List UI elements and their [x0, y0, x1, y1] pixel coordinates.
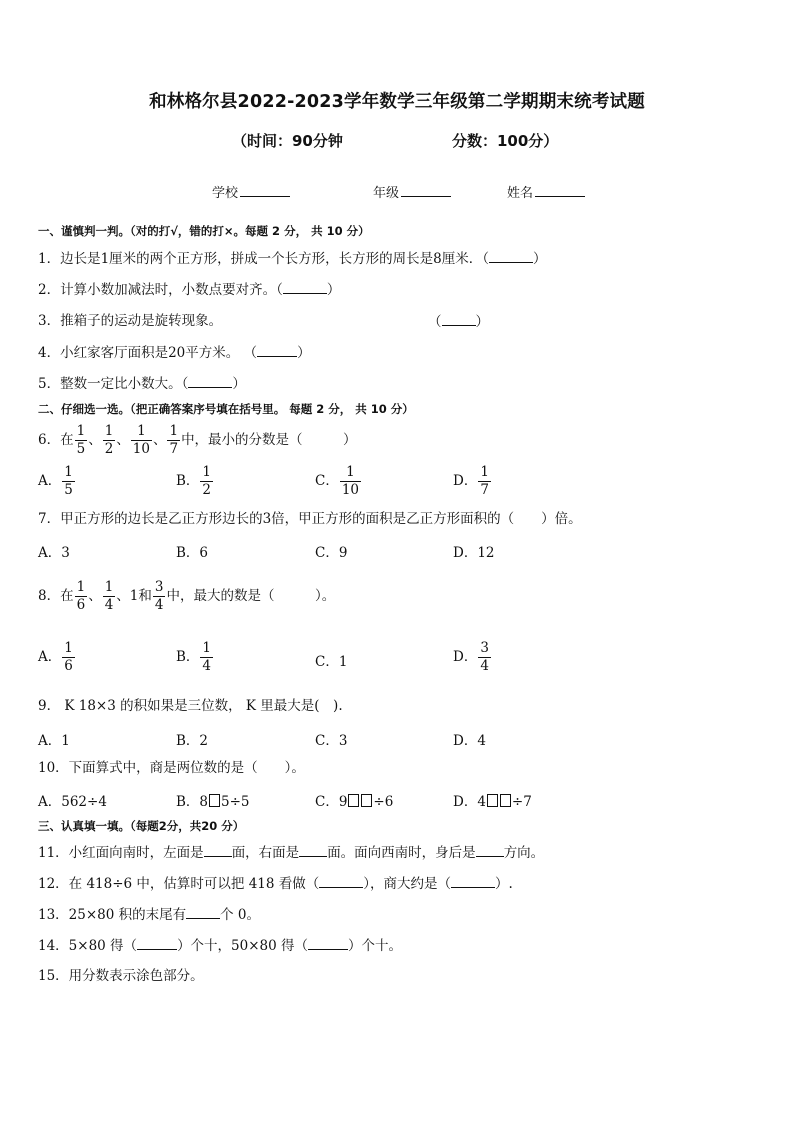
page-title: 和林格尔县2022-2023学年数学三年级第二学期期末统考试题	[149, 92, 645, 112]
q11-text: 方向。	[503, 845, 545, 861]
school-blank	[240, 184, 290, 197]
fraction	[131, 423, 152, 458]
grade-label: 年级	[373, 186, 400, 201]
option-text: B．8	[176, 794, 209, 810]
question-12	[38, 874, 513, 893]
q9-option-c: C．3	[315, 733, 348, 749]
denominator: 10	[341, 482, 360, 498]
option-text: C．9	[315, 794, 348, 810]
q13-text: 个 0。	[220, 907, 261, 923]
denominator: 10	[132, 441, 150, 457]
q11-text: 11．小红面向南时，左面是	[38, 845, 204, 861]
numerator: 1	[346, 464, 355, 480]
grade-blank	[401, 184, 451, 197]
question-2	[38, 280, 340, 299]
q10-option-c	[315, 790, 393, 810]
numerator: 1	[76, 579, 86, 595]
answer-blank	[257, 343, 297, 357]
q8-prefix: 8．在	[38, 588, 74, 604]
question-8	[38, 579, 335, 614]
option-text: ÷7	[511, 794, 532, 810]
denominator: 6	[64, 658, 73, 674]
question-15: 15．用分数表示涂色部分。	[38, 968, 204, 984]
q10-option-d	[453, 790, 532, 810]
numerator: 3	[480, 640, 489, 656]
fraction	[478, 640, 491, 675]
q12-text: ），商大约是（	[363, 876, 452, 892]
q7-option-a: A．3	[38, 545, 70, 561]
box-icon	[361, 794, 372, 807]
q6-option-d	[453, 464, 492, 499]
answer-blank	[476, 843, 504, 857]
numerator: 1	[137, 423, 146, 439]
answer-blank	[283, 280, 327, 294]
denominator: 2	[202, 482, 212, 498]
fraction	[75, 579, 88, 614]
question-5	[38, 374, 246, 393]
q12-text: ）.	[495, 876, 513, 892]
denominator: 5	[76, 441, 86, 457]
q10-option-b	[176, 790, 250, 810]
numerator: 3	[154, 579, 164, 595]
separator: 、	[152, 432, 167, 448]
q8-mid: 、1和	[116, 588, 152, 604]
denominator: 5	[64, 482, 73, 498]
close-paren: ）	[326, 282, 341, 298]
question-3	[38, 312, 222, 330]
question-2-text: 2．计算小数加减法时，小数点要对齐。（	[38, 282, 283, 298]
answer-blank	[204, 843, 232, 857]
answer-blank	[442, 312, 476, 326]
answer-blank	[489, 249, 533, 263]
option-label: B．	[176, 473, 200, 489]
question-7: 7．甲正方形的边长是乙正方形边长的3倍，甲正方形的面积是乙正方形面积的（ ）倍。	[38, 511, 582, 527]
q7-option-d: D．12	[453, 545, 495, 561]
fraction	[478, 464, 491, 499]
denominator: 7	[169, 441, 179, 457]
option-label: B．	[176, 649, 200, 665]
close-paren: ）	[475, 314, 489, 330]
numerator: 1	[202, 640, 212, 656]
numerator: 1	[104, 579, 114, 595]
exam-time: （时间：90分钟	[232, 132, 343, 150]
section-1-heading: 一、谨慎判一判。（对的打√，错的打×。每题 2 分， 共 10 分）	[38, 224, 370, 238]
close-paren: ）	[232, 376, 246, 392]
question-9: 9． K 18×3 的积如果是三位数， K 里最大是( ).	[38, 698, 343, 714]
question-11	[38, 843, 544, 862]
q6-prefix: 6．在	[38, 432, 74, 448]
q8-option-a	[38, 640, 76, 675]
box-icon	[209, 794, 220, 807]
close-paren: ）	[533, 251, 547, 267]
q14-text: ）个十。	[348, 938, 403, 954]
q10-option-a: A．562÷4	[38, 794, 107, 810]
denominator: 4	[154, 597, 164, 613]
q7-option-b: B．6	[176, 545, 209, 561]
answer-blank	[319, 874, 363, 888]
answer-blank	[137, 936, 177, 950]
question-5-text: 5．整数一定比小数大。（	[38, 376, 189, 392]
option-text: D．4	[453, 794, 486, 810]
denominator: 4	[104, 597, 114, 613]
fraction	[103, 423, 116, 458]
fraction	[153, 579, 166, 614]
fraction	[62, 640, 75, 675]
denominator: 4	[480, 658, 489, 674]
denominator: 2	[104, 441, 114, 457]
answer-blank	[186, 905, 220, 919]
q8-option-b	[176, 640, 214, 675]
fraction	[167, 423, 180, 458]
denominator: 4	[202, 658, 212, 674]
option-label: A．	[38, 473, 62, 489]
question-1-text: 1．边长是1厘米的两个正方形，拼成一个长方形，长方形的周长是8厘米．（	[38, 251, 490, 267]
name-field	[507, 182, 585, 201]
answer-blank	[308, 936, 348, 950]
question-6	[38, 423, 357, 458]
q6-suffix: 中，最小的分数是（ ）	[181, 432, 357, 448]
q6-option-a	[38, 464, 76, 499]
fraction	[103, 579, 116, 614]
option-text: ÷6	[373, 794, 394, 810]
fraction	[62, 464, 75, 499]
name-blank	[535, 184, 585, 197]
section-2-heading: 二、仔细选一选。（把正确答案序号填在括号里。 每题 2 分， 共 10 分）	[38, 402, 414, 416]
question-10: 10．下面算式中，商是两位数的是（ ）。	[38, 760, 305, 776]
numerator: 1	[104, 423, 114, 439]
q13-text: 13．25×80 积的末尾有	[38, 907, 187, 923]
option-label: D．	[453, 473, 478, 489]
answer-blank	[451, 874, 495, 888]
option-label: C．	[315, 473, 339, 489]
option-text: 5÷5	[221, 794, 250, 810]
question-1	[38, 249, 547, 268]
question-13	[38, 905, 260, 924]
exam-score: 分数：100分）	[452, 132, 559, 150]
q12-text: 12．在 418÷6 中，估算时可以把 418 看做（	[38, 876, 320, 892]
q8-suffix: 中，最大的数是（ ）。	[166, 588, 336, 604]
school-field	[212, 182, 290, 201]
section-3-heading: 三、认真填一填。（每题2分，共20 分）	[38, 819, 245, 833]
q14-text: 14．5×80 得（	[38, 938, 138, 954]
grade-field	[373, 182, 451, 201]
q9-option-a: A．1	[38, 733, 70, 749]
numerator: 1	[169, 423, 179, 439]
question-14	[38, 936, 402, 955]
question-4-text: 4．小红家客厅面积是20平方米。 （	[38, 345, 258, 361]
q14-text: ）个十，50×80 得（	[177, 938, 309, 954]
close-paren: ）	[297, 345, 311, 361]
denominator: 6	[76, 597, 86, 613]
denominator: 7	[480, 482, 489, 498]
numerator: 1	[480, 464, 489, 480]
box-icon	[348, 794, 359, 807]
box-icon	[487, 794, 498, 807]
numerator: 1	[202, 464, 212, 480]
fraction	[200, 464, 213, 499]
q8-option-c: C．1	[315, 654, 348, 670]
q6-option-c	[315, 464, 362, 499]
q9-option-d: D．4	[453, 733, 486, 749]
fraction	[75, 423, 88, 458]
name-label: 姓名	[507, 186, 534, 201]
school-label: 学校	[212, 186, 239, 201]
q11-text: 面，右面是	[231, 845, 300, 861]
q9-option-b: B．2	[176, 733, 209, 749]
question-3-text: 3．推箱子的运动是旋转现象。	[38, 313, 223, 329]
separator: 、	[116, 432, 130, 448]
numerator: 1	[76, 423, 86, 439]
box-icon	[500, 794, 511, 807]
question-3-answer: （ ）	[428, 314, 489, 330]
separator: 、	[88, 588, 102, 604]
q8-option-d	[453, 640, 492, 675]
q11-text: 面。面向西南时，身后是	[327, 845, 476, 861]
option-label: A．	[38, 649, 62, 665]
q6-option-b	[176, 464, 214, 499]
q7-option-c: C．9	[315, 545, 348, 561]
numerator: 1	[64, 640, 73, 656]
option-label: D．	[453, 649, 478, 665]
separator: 、	[88, 432, 102, 448]
fraction	[200, 640, 213, 675]
numerator: 1	[64, 464, 73, 480]
question-4	[38, 343, 311, 362]
answer-blank	[188, 374, 232, 388]
fraction	[340, 464, 361, 499]
answer-blank	[299, 843, 327, 857]
